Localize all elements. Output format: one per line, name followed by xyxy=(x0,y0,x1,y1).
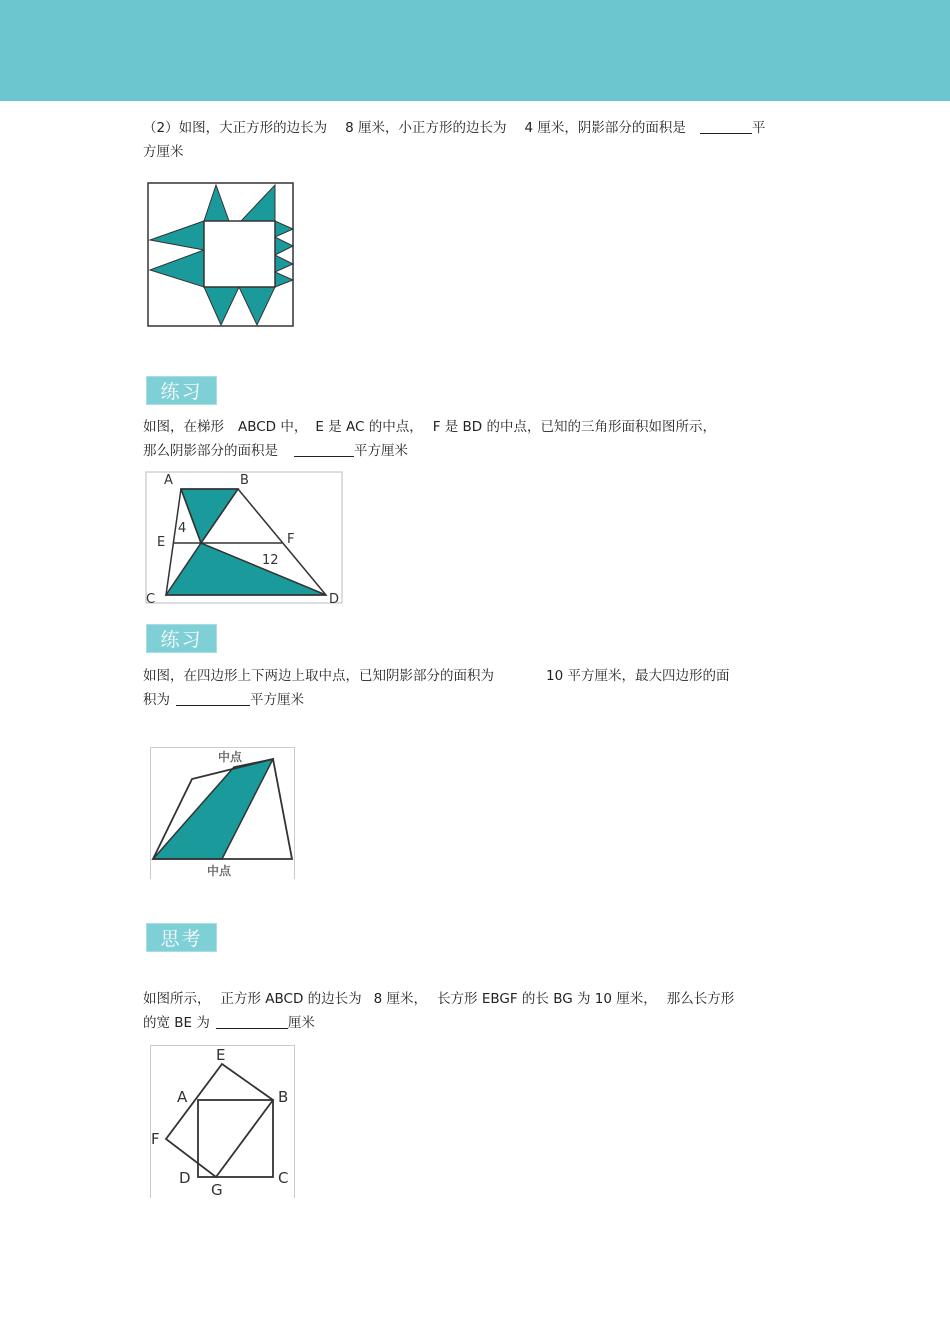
think-text-e: 那么长方形 xyxy=(666,991,735,1007)
think-tag: 思考 xyxy=(146,923,217,952)
practice-tag-1: 练习 xyxy=(146,376,217,405)
practice1-text-f: 平方厘米 xyxy=(354,443,408,459)
label-f: F xyxy=(151,1130,160,1148)
square-abcd xyxy=(198,1100,273,1177)
value-12: 12 xyxy=(262,553,279,568)
practice1-line-1 xyxy=(143,415,823,439)
practice2-text-c: 积为 xyxy=(143,692,170,708)
label-a: A xyxy=(177,1088,188,1106)
inner-square xyxy=(204,221,275,287)
label-midpoint-top: 中点 xyxy=(218,750,243,764)
q2-text-line2: 方厘米 xyxy=(143,144,184,160)
label-e: E xyxy=(157,535,166,550)
label-d: D xyxy=(179,1169,191,1187)
label-c: C xyxy=(278,1169,289,1187)
practice2-text-b: 10 平方厘米，最大四边形的面 xyxy=(546,668,730,684)
think-line-2 xyxy=(143,1011,823,1035)
think-answer-blank[interactable] xyxy=(216,1014,288,1029)
practice1-text-c: E 是 AC 的中点， xyxy=(315,419,423,435)
think-text-b: 正方形 ABCD 的边长为 xyxy=(220,991,362,1007)
practice1-answer-blank[interactable] xyxy=(294,442,354,457)
practice2-text-d: 平方厘米 xyxy=(250,692,304,708)
practice2-line-2 xyxy=(143,688,823,712)
think-text-g: 厘米 xyxy=(287,1015,315,1031)
label-b: B xyxy=(278,1088,289,1106)
practice-tag-2: 练习 xyxy=(146,624,217,653)
practice2-figure xyxy=(150,747,295,879)
practice1-text-a: 如图，在梯形 xyxy=(143,419,224,435)
label-d: D xyxy=(329,592,340,607)
think-line-1 xyxy=(143,987,823,1011)
practice1-line-2 xyxy=(143,439,823,463)
think-figure xyxy=(150,1045,295,1198)
practice2-line-1 xyxy=(143,664,823,688)
practice1-text-e: 那么阴影部分的面积是 xyxy=(143,443,278,459)
q2-text-a: （2）如图，大正方形的边长为 xyxy=(143,120,328,136)
q2-text-c: 4 厘米，阴影部分的面积是 xyxy=(524,120,686,136)
q2-line-1 xyxy=(143,116,823,140)
label-c: C xyxy=(146,592,156,607)
q2-text-d: 平 xyxy=(751,120,766,136)
think-text-c: 8 厘米， xyxy=(373,991,428,1007)
label-midpoint-bottom: 中点 xyxy=(207,864,232,878)
rectangle-ebgf xyxy=(166,1064,273,1177)
q2-text-b: 8 厘米，小正方形的边长为 xyxy=(345,120,507,136)
header-band xyxy=(0,0,950,101)
think-text-a: 如图所示， xyxy=(143,991,211,1007)
think-text-d: 长方形 EBGF 的长 BG 为 10 厘米， xyxy=(437,991,657,1007)
practice2-answer-blank[interactable] xyxy=(176,691,250,706)
practice1-figure xyxy=(144,471,344,606)
practice1-text-b: ABCD 中， xyxy=(238,419,308,435)
label-a: A xyxy=(164,473,173,488)
value-4: 4 xyxy=(178,521,187,536)
practice1-text-d: F 是 BD 的中点，已知的三角形面积如图所示， xyxy=(432,419,716,435)
q2-figure xyxy=(147,182,294,327)
think-text-f: 的宽 BE 为 xyxy=(143,1015,210,1031)
label-b: B xyxy=(240,473,249,488)
q2-answer-blank[interactable] xyxy=(700,119,752,134)
label-f: F xyxy=(287,532,295,547)
label-e: E xyxy=(216,1046,226,1064)
q2-line-2 xyxy=(143,140,823,164)
label-g: G xyxy=(211,1181,223,1199)
practice2-text-a: 如图，在四边形上下两边上取中点，已知阴影部分的面积为 xyxy=(143,668,494,684)
